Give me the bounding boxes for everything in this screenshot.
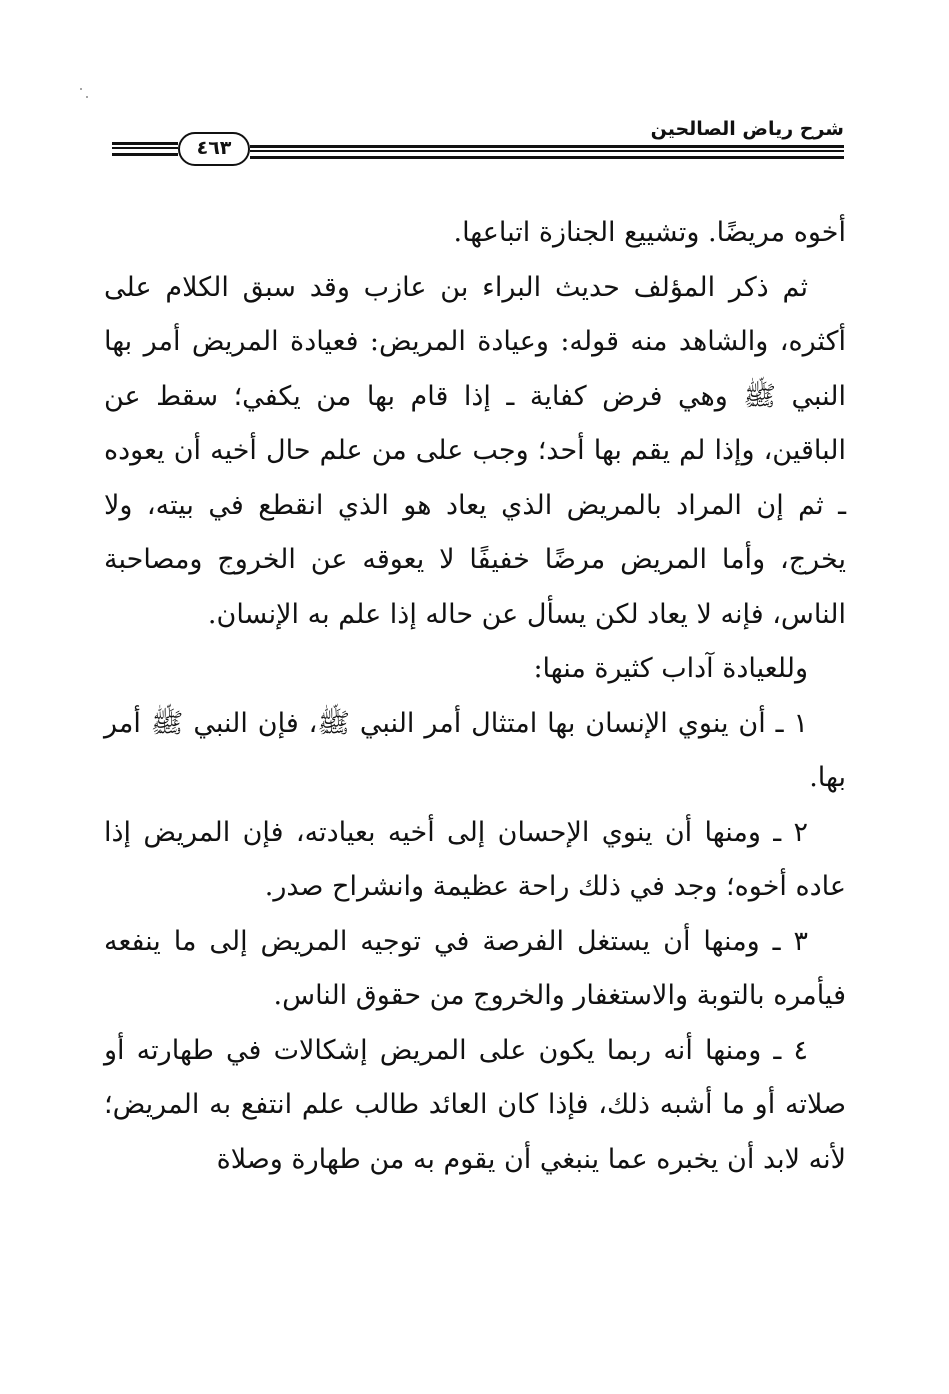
header-rule-left: [112, 142, 178, 156]
paragraph-etiquette-intro: وللعيادة آداب كثيرة منها:: [533, 653, 808, 684]
list-item-4: ٤ ـ ومنها أنه ربما يكون على المريض إشكالات في طهارته أو صلاته أو ما أشبه ذلك، فإذا كان العائد طالب علم انتفع به المريض؛ لأنه لابد أن يخبره عما ينبغي أن يقوم به من طهارة وصلاة: [104, 1034, 846, 1175]
page-number: ٤٦٣: [178, 132, 250, 166]
list-item-1: ١ ـ أن ينوي الإنسان بها امتثال أمر النبي ﷺ، فإن النبي ﷺ أمر بها.: [104, 707, 846, 793]
list-item-3: ٣ ـ ومنها أن يستغل الفرصة في توجيه المريض إلى ما ينفعه فيأمره بالتوبة والاستغفار والخروج من حقوق الناس.: [104, 925, 846, 1011]
running-title: شرح رياض الصالحين: [650, 118, 844, 140]
paragraph-continuation: أخوه مريضًا. وتشييع الجنازة اتباعها.: [453, 217, 846, 248]
page-body: [104, 206, 846, 1187]
scan-speck: [80, 88, 82, 90]
paragraph-commentary: ثم ذكر المؤلف حديث البراء بن عازب وقد سبق الكلام على أكثره، والشاهد منه قوله: وعيادة المريض: فعيادة المريض أمر بها النبي ﷺ وهي فرض كفاية ـ إذا قام بها من يكفي؛ سقط عن الباقين، وإذا لم يقم بها أحد؛ وجب على من علم حال أخيه أن يعوده ـ ثم إن المراد بالمريض الذي يعاد هو الذي انقطع في بيته، ولا يخرج، وأما المريض مرضًا خفيفًا لا يعوقه عن الخروج ومصاحبة الناس، فإنه لا يعاد لكن يسأل عن حاله إذا علم به الإنسان.: [104, 271, 846, 630]
page-header: [112, 112, 844, 182]
header-rule-right: [250, 145, 844, 159]
list-item-2: ٢ ـ ومنها أن ينوي الإحسان إلى أخيه بعيادته، فإن المريض إذا عاده أخوه؛ وجد في ذلك راحة عظيمة وانشراح صدر.: [104, 816, 846, 902]
scan-speck: [86, 96, 88, 98]
